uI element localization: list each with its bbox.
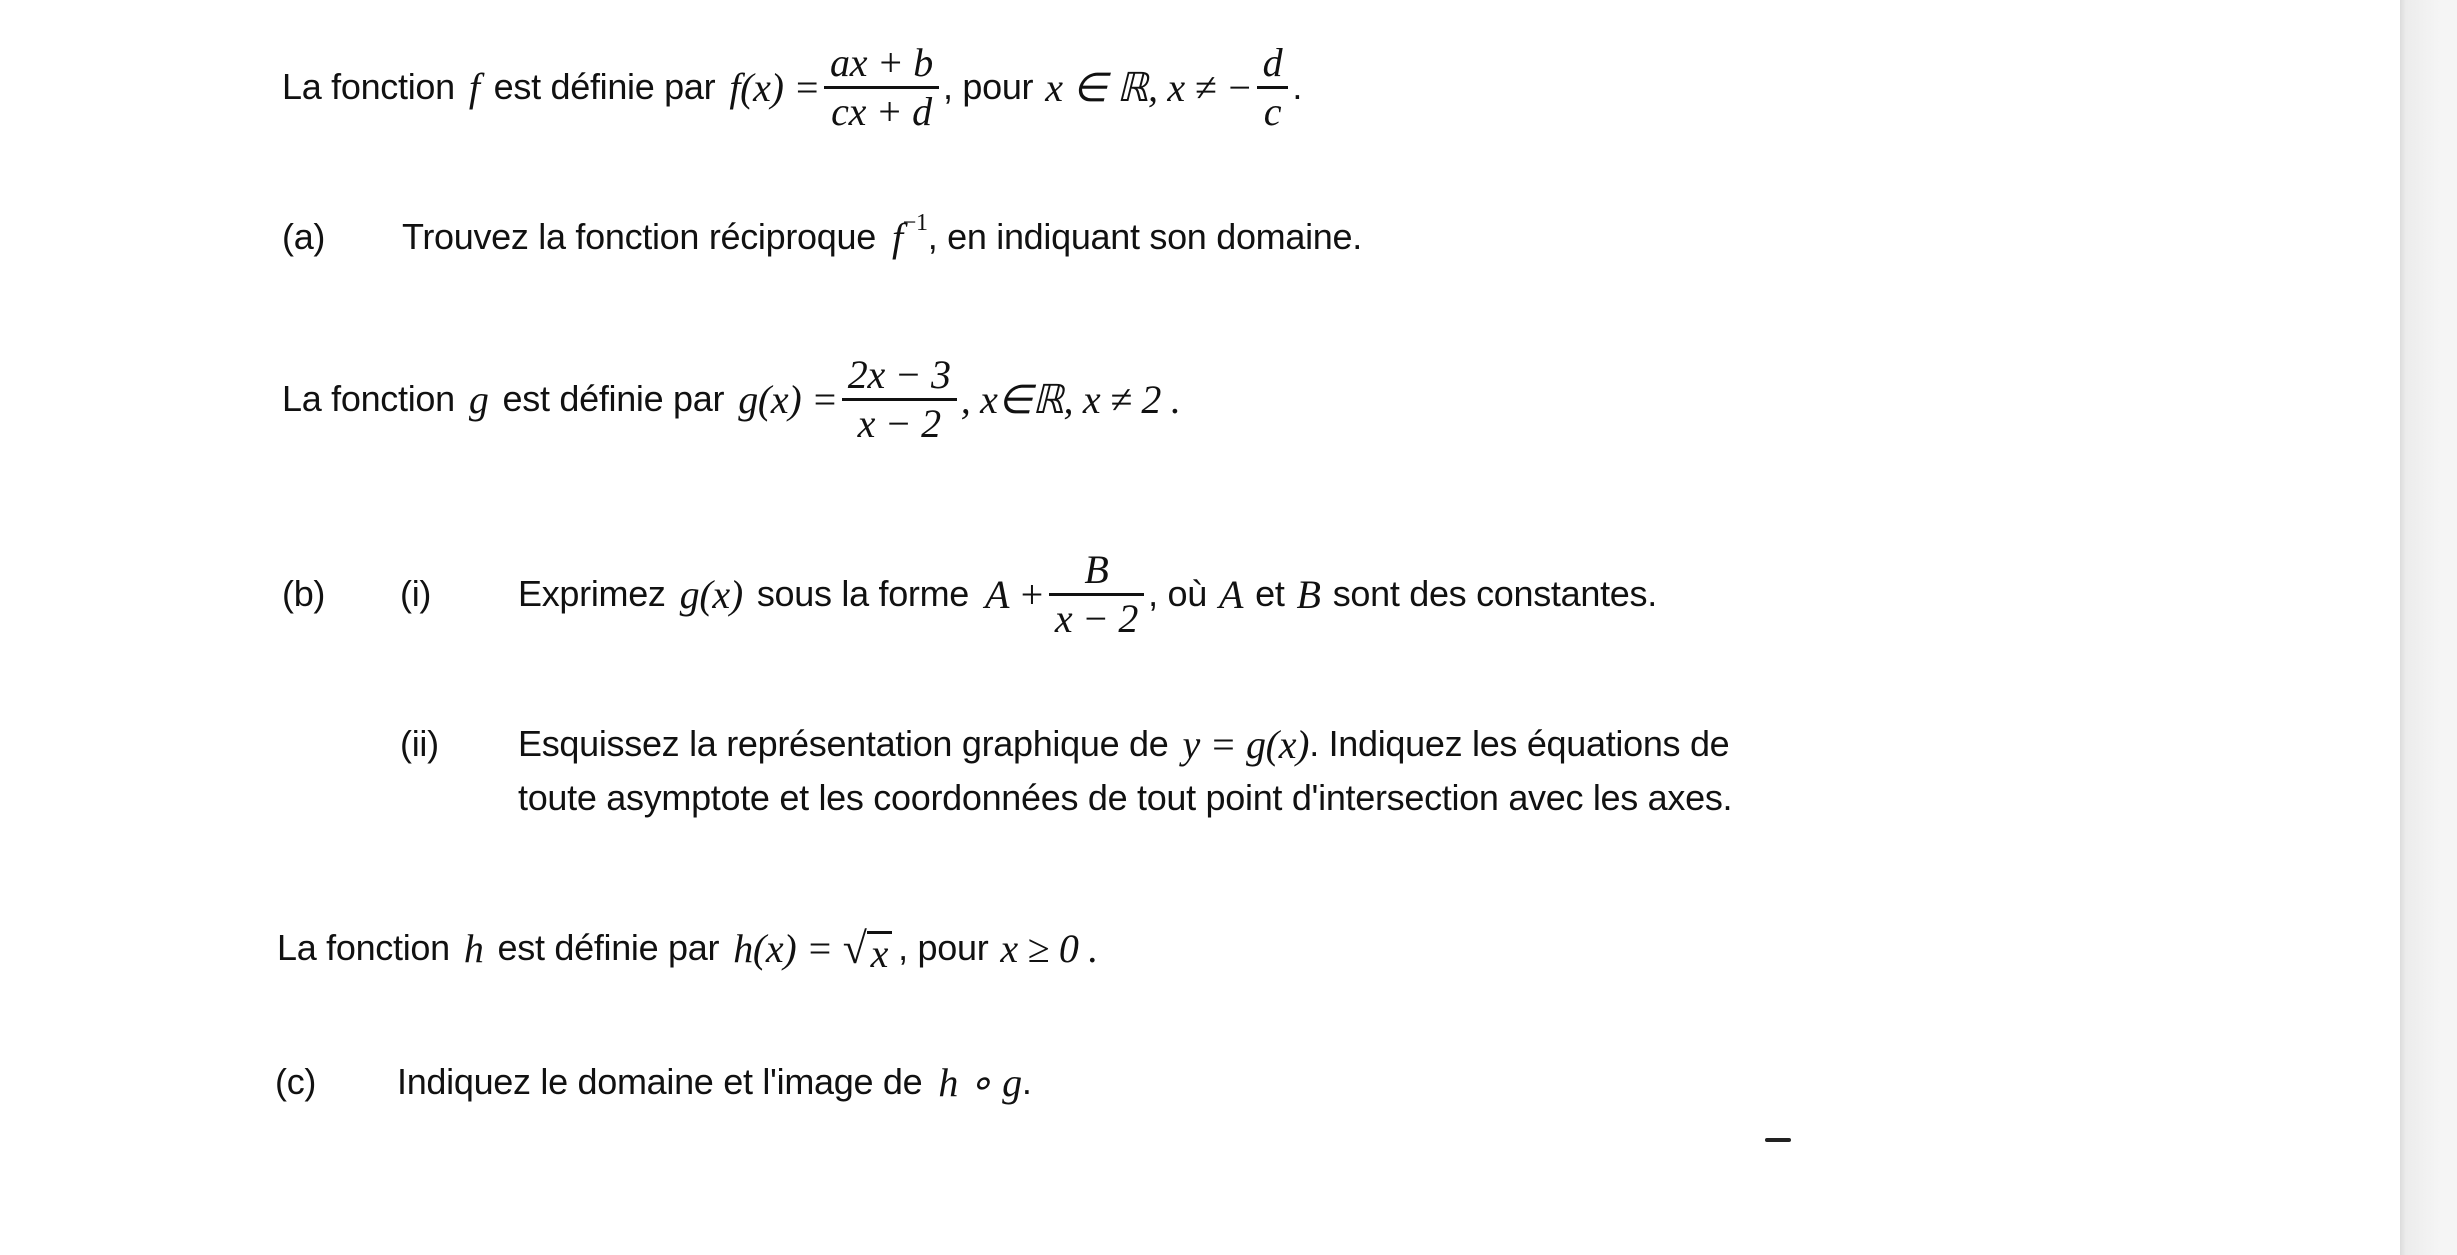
text: est définie par	[493, 66, 716, 107]
denominator: x − 2	[857, 400, 941, 446]
text: , pour	[898, 927, 989, 968]
question-text: . Indiquez les équations de	[1309, 723, 1730, 764]
question-label: (c)	[275, 1061, 317, 1102]
question-b-i	[282, 535, 1657, 653]
math-expression: g(x)	[679, 571, 743, 617]
pen-mark	[1765, 1138, 1791, 1142]
text: La fonction	[282, 66, 455, 107]
condition: , x∈ℝ, x ≠ 2 .	[960, 376, 1181, 422]
text: La fonction	[277, 927, 450, 968]
question-label: (b)	[282, 573, 326, 614]
question-text: toute asymptote et les coordonnées de tout point d'intersection avec les axes.	[518, 777, 1733, 818]
condition: x ∈ ℝ, x ≠ −	[1045, 64, 1253, 110]
inverse-function: f	[891, 214, 903, 260]
question-text: Esquissez la représentation graphique de	[518, 723, 1169, 764]
definition-h	[277, 918, 1098, 978]
radicand: x	[867, 931, 892, 974]
question-c	[275, 1055, 1032, 1109]
text: est définie par	[502, 378, 725, 419]
question-text: Exprimez	[518, 573, 666, 614]
text: est définie par	[497, 927, 720, 968]
text: , pour	[942, 66, 1034, 107]
form-lhs: A +	[985, 571, 1045, 617]
variable-b: B	[1296, 571, 1321, 617]
question-text: , où	[1148, 573, 1207, 614]
fraction	[842, 352, 957, 447]
denominator: c	[1263, 88, 1282, 134]
math-lhs: f(x) =	[729, 64, 821, 110]
question-text: sont des constantes.	[1332, 573, 1657, 614]
math-lhs: h(x) =	[733, 925, 833, 971]
question-text: et	[1255, 573, 1285, 614]
denominator: cx + d	[831, 88, 932, 134]
question-text: Trouvez la fonction réciproque	[402, 216, 876, 257]
fraction	[1257, 40, 1289, 135]
text: La fonction	[282, 378, 455, 419]
function-name: g	[468, 376, 489, 422]
function-name: f	[468, 64, 480, 110]
radical-sign: √	[842, 923, 867, 973]
question-text: sous la forme	[756, 573, 970, 614]
condition: x ≥ 0 .	[1000, 925, 1098, 971]
variable-a: A	[1218, 571, 1244, 617]
fraction	[824, 40, 939, 135]
question-label: (a)	[282, 216, 326, 257]
definition-f	[282, 28, 1302, 146]
question-text: .	[1021, 1061, 1032, 1102]
subquestion-label: (i)	[400, 573, 432, 614]
numerator: d	[1262, 39, 1283, 85]
math-lhs: g(x) =	[738, 376, 838, 422]
question-b-ii-line1	[400, 718, 1729, 770]
definition-g	[282, 340, 1181, 458]
subquestion-label: (ii)	[400, 723, 439, 764]
denominator: x − 2	[1054, 595, 1139, 641]
question-text: , en indiquant son domaine.	[927, 216, 1362, 257]
question-a	[282, 210, 1362, 264]
numerator: B	[1084, 546, 1109, 592]
numerator: 2x − 3	[847, 351, 951, 397]
math-expression: y = g(x)	[1182, 721, 1310, 767]
page-edge	[2400, 0, 2457, 1255]
numerator: ax + b	[830, 39, 933, 85]
square-root	[843, 923, 892, 974]
function-name: h	[463, 925, 484, 971]
text: .	[1292, 66, 1303, 107]
question-text: Indiquez le domaine et l'image de	[397, 1061, 923, 1102]
composition: h ∘ g	[938, 1059, 1022, 1105]
inverse-exponent: −1	[902, 209, 928, 236]
question-b-ii-line2	[518, 772, 1732, 824]
fraction	[1049, 547, 1144, 642]
